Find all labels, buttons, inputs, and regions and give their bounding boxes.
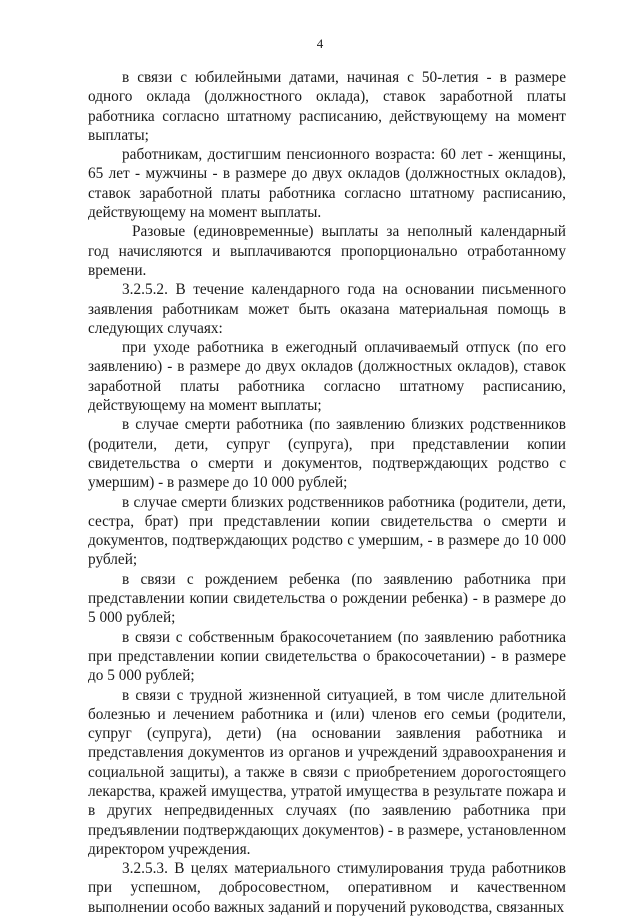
- paragraph-retirement-age-payment: работникам, достигшим пенсионного возраста: 60 лет - женщины, 65 лет - мужчины - в размере до двух окладов (должностных окладов), ставок заработной платы работника согласно штатному расписанию, действующему на момент выплаты.: [88, 146, 566, 222]
- paragraph-section-3-2-5-3: 3.2.5.3. В целях материального стимулирования труда работников при успешном, добросовестном, оперативном и качественном выполнении особо важных заданий и поручений руководства, связанных: [88, 860, 566, 916]
- paragraph-one-time-payments: Разовые (единовременные) выплаты за неполный календарный год начисляются и выплачиваются пропорционально отработанному времени.: [88, 223, 566, 279]
- paragraph-section-3-2-5-2: 3.2.5.2. В течение календарного года на основании письменного заявления работникам может быть оказана материальная помощь в следующих случаях:: [88, 281, 566, 337]
- document-body: [88, 68, 566, 917]
- paragraph-hardship-aid: в связи с трудной жизненной ситуацией, в том числе длительной болезнью и лечением работника и (или) членов его семьи (родители, супруг (супруга), дети) (на основании заявления работника и представления документов из органов и учреждений здравоохранения и социальной защиты), а также в связи с приобретением дорогостоящего лекарства, кражей имущества, утратой имущества в результате пожара и в других непредвиденных случаях (по заявлению работника при предъявлении подтверждающих документов) - в размере, установленном директором учреждения.: [88, 686, 566, 858]
- paragraph-anniversary-payment: в связи с юбилейными датами, начиная с 50-летия - в размере одного оклада (должностного оклада), ставок заработной платы работника согласно штатному расписанию, действующему на момент выплаты;: [88, 69, 566, 144]
- paragraph-child-birth-aid: в связи с рождением ребенка (по заявлению работника при представлении копии свидетельства о рождении ребенка) - в размере до 5 000 рублей;: [88, 570, 566, 627]
- paragraph-vacation-aid: при уходе работника в ежегодный оплачиваемый отпуск (по его заявлению) - в размере до двух окладов (должностных окладов), ставок заработной платы работника согласно штатному расписанию, действующему на момент выплаты;: [88, 339, 566, 415]
- page-number: 4: [316, 36, 324, 51]
- paragraph-relative-death-aid: в случае смерти близких родственников работника (родители, дети, сестра, брат) при представлении копии свидетельства о смерти и документов, подтверждающих родство с умершим, - в размере до 10 000 рублей;: [88, 493, 566, 569]
- paragraph-marriage-aid: в связи с собственным бракосочетанием (по заявлению работника при представлении копии свидетельства о бракосочетании) - в размере до 5 000 рублей;: [88, 628, 566, 685]
- paragraph-employee-death-aid: в случае смерти работника (по заявлению близких родственников (родители, дети, супруг (супруга), при представлении копии свидетельства о смерти и документов, подтверждающих родство с умершим) - в размере до 10 000 рублей;: [88, 416, 566, 492]
